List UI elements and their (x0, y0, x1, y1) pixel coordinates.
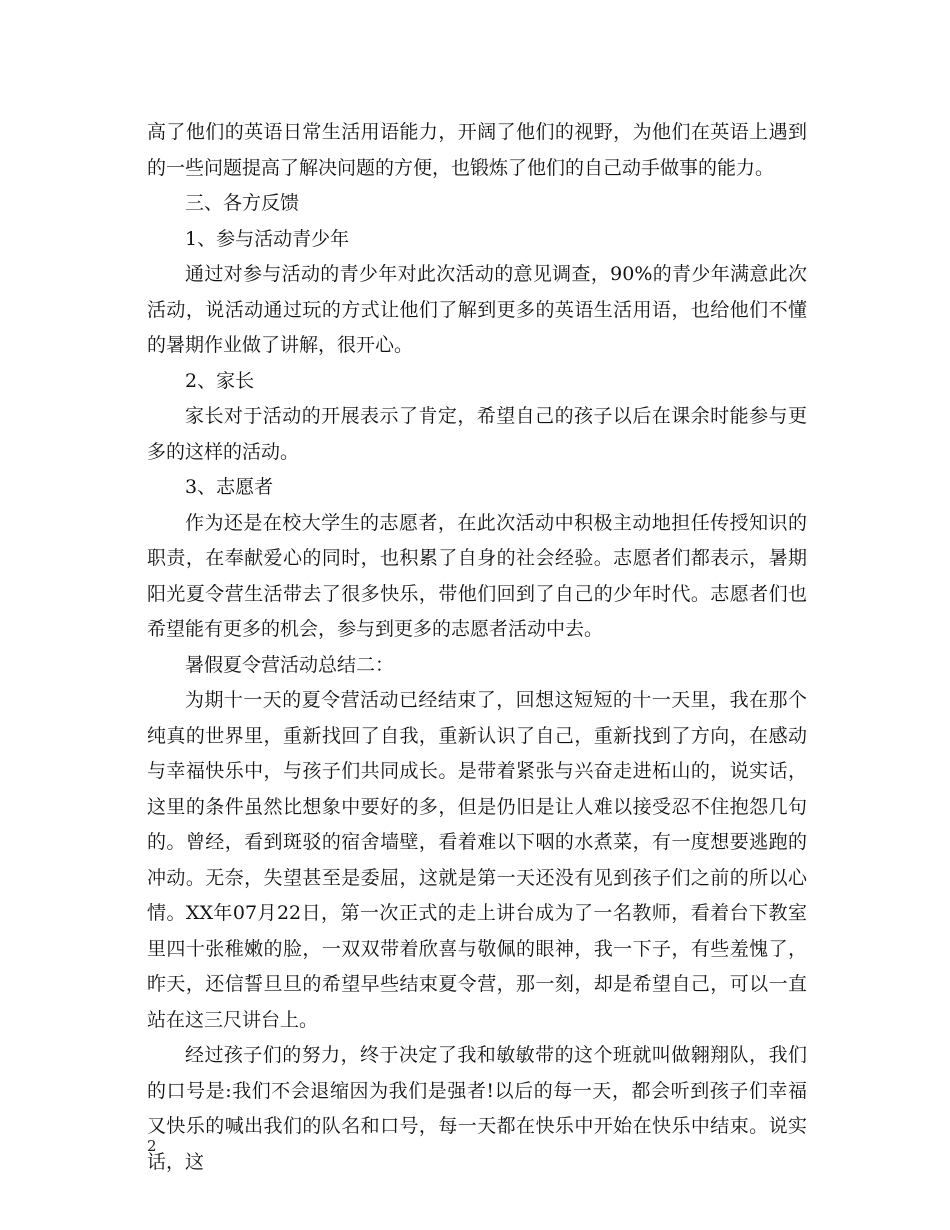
paragraph: 经过孩子们的努力，终于决定了我和敏敏带的这个班就叫做翱翔队，我们的口号是:我们不会退缩因为我们是强者!以后的每一天，都会听到孩子们幸福又快乐的喊出我们的队名和口号，每一天都在快乐中开始在快乐中结束。说实话，这 (147, 1044, 807, 1173)
subsection-heading: 1、参与活动青少年 (185, 227, 350, 250)
page-number: 2 (147, 1137, 157, 1155)
paragraph: 通过对参与活动的青少年对此次活动的意见调查，90%的青少年满意此次活动，说活动通过玩的方式让他们了解到更多的英语生活用语，也给他们不懂的暑期作业做了讲解，很开心。 (147, 263, 807, 356)
paragraph: 作为还是在校大学生的志愿者，在此次活动中积极主动地担任传授知识的职责，在奉献爱心的同时，也积累了自身的社会经验。志愿者们都表示，暑期阳光夏令营生活带去了很多快乐，带他们回到了自己的少年时代。志愿者们也希望能有更多的机会，参与到更多的志愿者活动中去。 (147, 511, 807, 640)
subsection-heading: 2、家长 (185, 369, 255, 392)
paragraph: 高了他们的英语日常生活用语能力，开阔了他们的视野，为他们在英语上遇到的一些问题提高了解决问题的方便，也锻炼了他们的自己动手做事的能力。 (147, 121, 807, 179)
section-heading: 暑假夏令营活动总结二： (185, 653, 395, 676)
section-heading: 三、各方反馈 (185, 192, 300, 214)
document-body (147, 115, 807, 1180)
subsection-heading: 3、志愿者 (185, 476, 274, 498)
paragraph: 为期十一天的夏令营活动已经结束了，回想这短短的十一天里，我在那个纯真的世界里，重新找回了自我，重新认识了自己，重新找到了方向，在感动与幸福快乐中，与孩子们共同成长。是带着紧张与兴奋走进柘山的，说实话，这里的条件虽然比想象中要好的多，但是仍旧是让人难以接受忍不住抱怨几句的。曾经，看到斑驳的宿舍墙壁，看着难以下咽的水煮菜，有一度想要逃跑的冲动。无奈，失望甚至是委屈，这就是第一天还没有见到孩子们之前的所以心情。XX年07月22日，第一次正式的走上讲台成为了一名教师，看着台下教室里四十张稚嫩的脸，一双双带着欣喜与敬佩的眼神，我一下子，有些羞愧了，昨天，还信誓旦旦的希望早些结束夏令营，那一刻，却是希望自己，可以一直站在这三尺讲台上。 (147, 689, 807, 1031)
paragraph: 家长对于活动的开展表示了肯定，希望自己的孩子以后在课余时能参与更多的这样的活动。 (147, 405, 807, 463)
